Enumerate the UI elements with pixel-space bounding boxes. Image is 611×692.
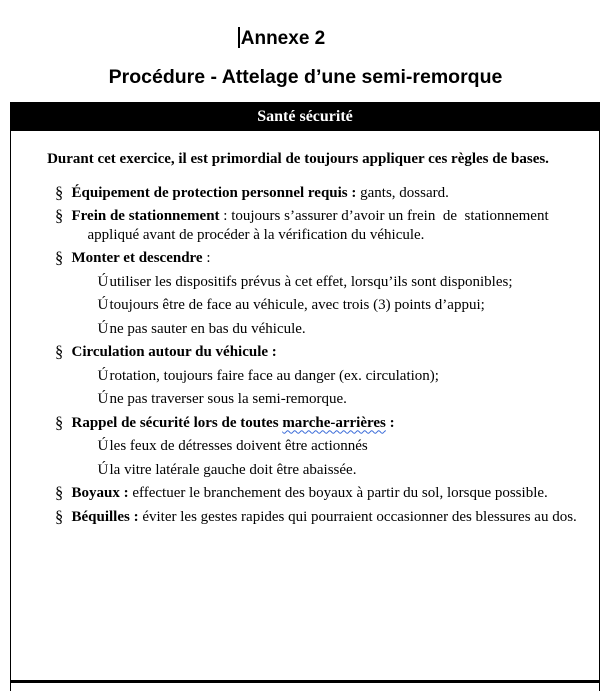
list-item[interactable] (11, 320, 585, 339)
arrow-bullet: Ú (97, 273, 109, 290)
list-item[interactable] (11, 184, 585, 203)
list-item-text[interactable] (110, 367, 586, 386)
arrow-bullet: Ú (97, 367, 109, 384)
list-item[interactable] (11, 414, 585, 433)
list-item[interactable] (11, 390, 585, 409)
list-item-text[interactable] (72, 343, 586, 362)
text-segment[interactable]: : toujours s’assurer d’avoir un frein de stationnement (219, 208, 549, 224)
text-segment[interactable]: Rappel de sécurité lors de toutes (71, 414, 283, 431)
list-item-text[interactable] (110, 461, 586, 480)
text-segment[interactable]: rotation, toujours faire face au danger (ex. circulation); (109, 367, 439, 384)
text-segment[interactable]: utiliser les dispositifs prévus à cet effet, lorsqu’ils sont disponibles; (109, 273, 513, 290)
list-item[interactable] (11, 437, 585, 456)
text-segment[interactable]: Frein de stationnement (71, 208, 220, 224)
list-item-text[interactable] (72, 508, 586, 527)
text-segment[interactable]: éviter les gestes rapides qui pourraient occasionner des blessures au dos. (138, 508, 577, 525)
section-sign-bullet: § (55, 342, 64, 361)
text-segment[interactable]: : (202, 250, 211, 266)
list-item[interactable] (11, 296, 585, 315)
list-item[interactable] (11, 249, 585, 268)
table-header-title: Santé sécurité (257, 107, 353, 125)
intro-sentence[interactable]: Durant cet exercice, il est primordial de toujours appliquer ces règles de bases. (47, 151, 549, 167)
list-item-text[interactable] (110, 390, 586, 409)
text-segment[interactable]: Monter et descendre (71, 250, 203, 266)
section-sign-bullet: § (55, 248, 64, 267)
list-item-text[interactable] (72, 184, 586, 203)
page-title-text[interactable]: Annexe 2 (240, 28, 326, 49)
table-body-cell[interactable] (10, 131, 600, 683)
list-item[interactable] (11, 508, 585, 527)
text-segment[interactable]: Circulation autour du véhicule : (71, 344, 277, 360)
arrow-bullet: Ú (97, 391, 109, 407)
section-sign-bullet: § (55, 182, 64, 202)
text-segment[interactable]: gants, dossard. (360, 184, 449, 201)
next-table-row-stub (10, 683, 600, 691)
list-item[interactable] (11, 273, 585, 292)
text-segment[interactable]: la vitre latérale gauche doit être abaissée. (109, 461, 357, 478)
text-segment[interactable]: Équipement de protection personnel requis : (71, 184, 361, 201)
list-item-text[interactable] (110, 320, 586, 339)
arrow-bullet: Ú (97, 438, 109, 454)
list-item-text[interactable] (72, 484, 586, 503)
list-item-text[interactable] (72, 207, 586, 244)
list-item-text[interactable] (110, 273, 586, 292)
list-item-text[interactable] (110, 296, 586, 315)
safety-table (10, 102, 600, 691)
list-item[interactable] (11, 484, 585, 503)
list-item[interactable] (11, 461, 585, 480)
document-subtitle[interactable]: Procédure - Attelage d’une semi-remorque (108, 66, 503, 88)
safety-rules-list (11, 184, 585, 527)
text-segment[interactable]: Boyaux : (71, 485, 129, 501)
text-segment[interactable]: effectuer le branchement des boyaux à partir du sol, lorsque possible. (128, 485, 548, 501)
text-segment[interactable]: : (385, 414, 395, 431)
arrow-bullet: Ú (97, 320, 109, 337)
section-sign-bullet: § (55, 506, 64, 526)
list-item[interactable] (11, 207, 585, 244)
arrow-bullet: Ú (97, 461, 109, 478)
text-segment[interactable]: Béquilles : (71, 508, 139, 525)
list-item-text[interactable] (72, 249, 586, 268)
arrow-bullet: Ú (97, 297, 109, 313)
section-sign-bullet: § (55, 206, 64, 225)
text-segment[interactable]: appliqué avant de procéder à la vérification du véhicule. (87, 226, 425, 243)
section-sign-bullet: § (55, 483, 64, 502)
text-segment[interactable]: ne pas traverser sous la semi-remorque. (109, 391, 347, 407)
text-segment[interactable]: ne pas sauter en bas du véhicule. (109, 320, 306, 337)
list-item-text[interactable] (110, 437, 586, 456)
page-title[interactable] (0, 27, 563, 51)
text-segment[interactable]: les feux de détresses doivent être actionnés (109, 438, 368, 454)
section-sign-bullet: § (55, 412, 64, 432)
list-item-text[interactable] (72, 414, 586, 433)
text-segment[interactable]: toujours être de face au véhicule, avec trois (3) points d’appui; (109, 297, 485, 313)
spellcheck-flagged-text[interactable]: marche-arrières (282, 414, 386, 431)
table-header-bar (10, 102, 600, 131)
list-item[interactable] (11, 367, 585, 386)
text-cursor (238, 27, 240, 48)
list-item[interactable] (11, 343, 585, 362)
